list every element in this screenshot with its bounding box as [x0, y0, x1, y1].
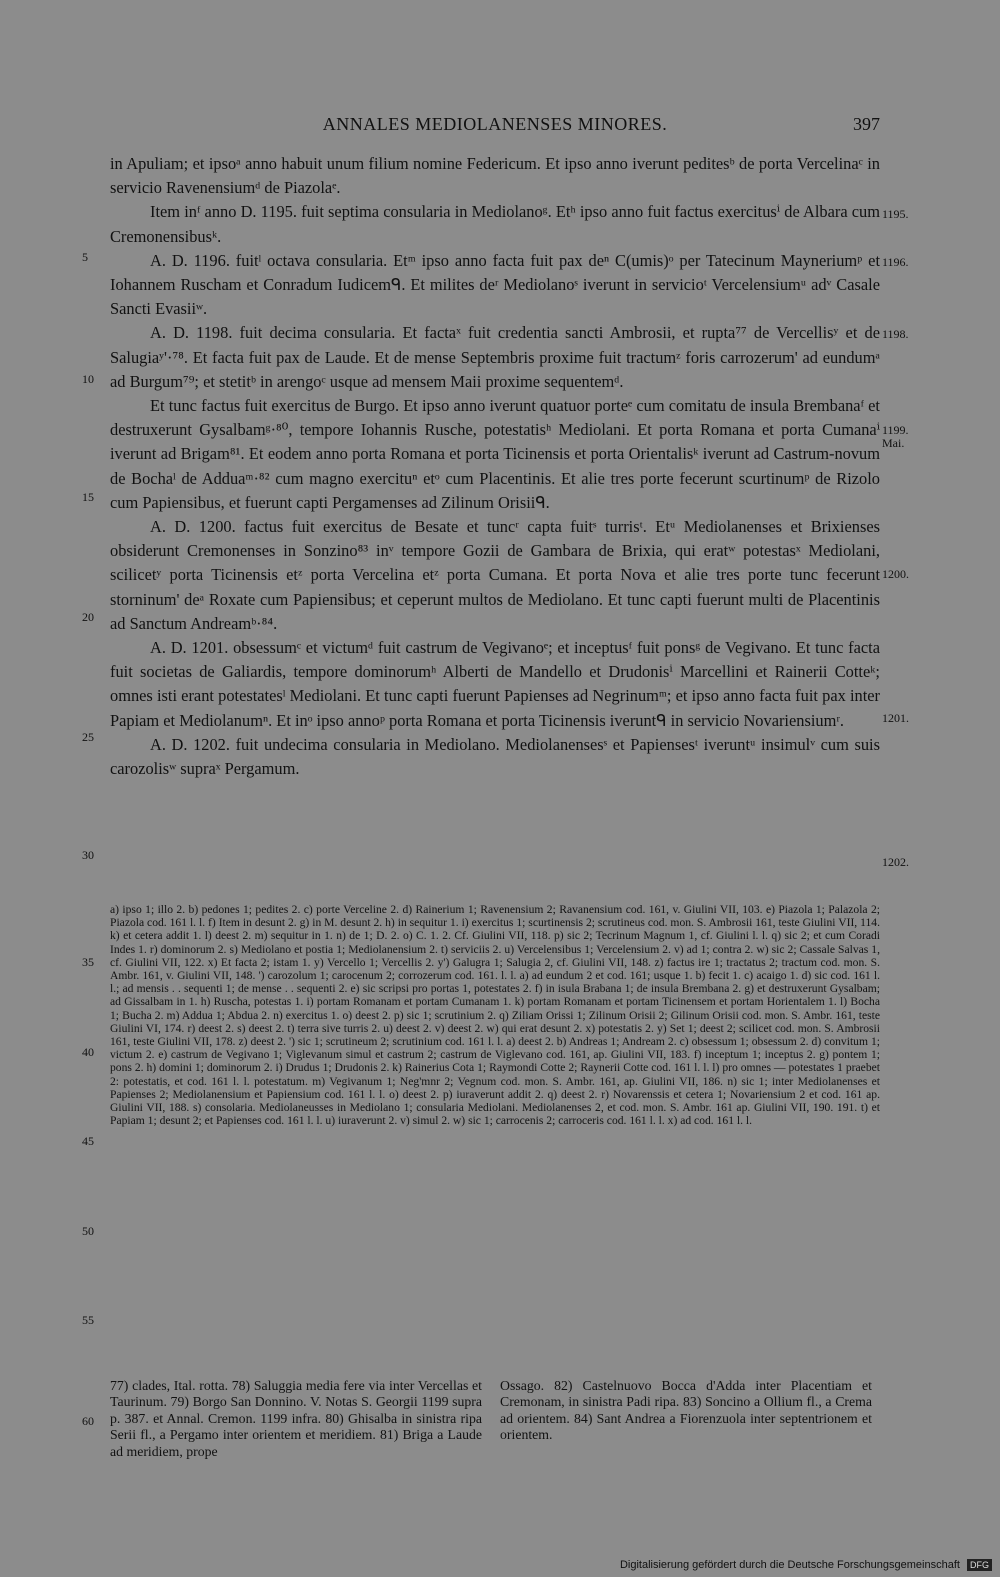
line-number: 15: [82, 490, 94, 504]
line-number: 30: [82, 848, 94, 862]
main-text: [110, 152, 880, 781]
line-number: 20: [82, 610, 94, 624]
line-number: 5: [82, 250, 88, 264]
dfg-logo: DFG: [967, 1559, 992, 1571]
apparatus-notes: a) ipso 1; illo 2. b) pedones 1; pedites 2. c) porte Verceline 2. d) Rainerium 1; Ravenensium 2; Ravanensium cod. 161, v. Giulini VII, 103. e) Piazola 1; Palazola 2; Piazola cod. 161 l. l. f) Item in desunt 2. g) in M. desunt 2. h) in sequitur 1. i) exercitus 1; scurtinensis 2; scrutineus cod. mon. S. Ambrosii 161, teste Giulini VII, 114. k) et cetera addit 1. l) deest 2. m) sequitur in 1. n) de 1; D. 2. o) C. 1. 2. Cf. Giulini VII, 118. p) sic 2; Tecrinum Magnum 1, cf. Giulini l. l. q) sic 2; et cum Coradi Indes 1. r) dominorum 2. s) Mediolano et postia 1; Mediolanensium 2. t) serviciis 2. u) Vercelensibus 1; Vercelensium 2. v) ad 1; contra 2. w) sic 2; Cassale Salvas 1, cf. Giulini VII, 122. x) Et facta 2; istam 1. y) Vercello 1; Vercellis 2. y') Galugra 1; Salugia 2, cf. Giulini VII, 148. z) factus ire 1; tractatus 2; tractum cod. mon. S. Ambr. 161, v. Giulini VII, 148. ') carozolum 1; carocenum 2; corrozerum cod. 161. l. l. a) ad eundum 2 et cod. 161; usque 1. b) fecit 1. c) acaigo 1. d) sic cod. 161 l. l.; ad mensis . . sequenti 1; de mense . . sequenti 2. e) sic scripsi pro portas 1, potestates 2. f) in isula Brabana 1; de insula Brembana 2. g) et destruxerunt Gysalbam; ad Gissalbam in 1. h) Ruscha, potestas 1. i) portam Romanam et portam Cumanam 1. k) portam Romanam et portam Ticinensem et portam Horientalem 1. l) Bocha 1; Bucha 2. m) Addua 1; Abdua 2. n) exercitus 1. o) deest 2. p) sic 1; scrutinium 2. q) Ziliam Orissi 1; Zilinum Orisii 2; Gilinum Orisii cod. mon. S. Ambr. 161, teste Giulini VI, 174. r) deest 2. s) deest 2. t) terra sive turris 2. u) deest 2. v) deest 2. w) qui erat desunt 2. x) potestatis 2. y) Set 1; deest 2; scilicet cod. mon. S. Ambrosii 161, teste Giulini VII, 178. z) deest 2. ') sic 1; scrutineum 2; scrutinium cod. 161 l. l. a) deest 2. b) Andreas 1; Andream 2. c) obsessum 1; obsessum 2. d) convitum 1; victum 2. e) castrum de Vegivano 1; Viglevanum simul et castrum 2; castrum de Viglevano cod. 161, ap. Giulini VII, 183. f) inceptum 1; inceptus 2. g) pontem 1; pons 2. h) domini 1; dominorum 2. i) Drudus 1; Drudonis 2. k) Rainerius Cota 1; Raymondi Cotte 2; Raynerii Cotte cod. 161 l. l. l) pro omnes — potestates 1 praebet 2: potestatis, et cod. 161 l. l. potestatum. m) Vegivanum 1; Neg'mnr 2; Vegnum cod. mon. S. Ambr. 161, ap. Giulini VII, 186. n) sic 1; inter Mediolanenses et Papienses 2; Mediolanensium et Papiensium cod. 161 l. l. o) deest 2. p) iuraverunt addit 2. q) deest 2. r) Novarenssis et cetera 1; Novariensium 2 et cod. 161 ap. Giulini VII, 188. s) consolaria. Mediolaneusses in Mediolano 1; consularia Mediolani. Mediolanenses 2, et cod. mon. S. Ambr. 161 ap. Giulini VII, 190. 191. t) et Papiam 1; desunt 2; et Papienses cod. 161 l. l. u) iuraverunt 2. v) simul 2. w) sic 1; carrocenis 2; carroceris cod. 161 l. l. x) ad cod. 161 l. l.: [110, 903, 880, 1128]
notes-left-text: 77) clades, Ital. rotta. 78) Saluggia media fere via inter Vercellas et Taurinum. 79) Borgo San Donnino. V. Notas S. Georgii 1199 supra p. 387. et Annal. Cremon. 1199 infra. 80) Ghisalba in sinistra ripa Serii fl., a Pergamo inter orientem et meridiem. 81) Briga a Laude ad meridiem, prope: [110, 1378, 482, 1459]
paragraph-1: in Apuliam; et ipsoᵃ anno habuit unum filium nomine Federicum. Et ipso anno iverunt peditesᵇ de porta Vercelinaᶜ in servicio Ravenensiumᵈ de Piazolaᵉ.: [110, 154, 880, 198]
margin-year: 1200.: [882, 567, 909, 581]
line-number: 35: [82, 955, 94, 969]
notes-column-left: [110, 1378, 482, 1460]
line-number: 40: [82, 1045, 94, 1059]
margin-year: 1202.: [882, 855, 909, 869]
paragraph-3: A. D. 1196. fuitˡ octava consularia. Etᵐ ipso anno facta fuit pax deⁿ C(umis)ᵒ per Tatecinum Mayneriumᵖ et Iohannem Ruscham et Conradum Iudicemᑫ. Et milites deʳ Mediolanoˢ iverunt in servicioᵗ Vercelensiumᵘ adᵛ Casale Sancti Evasiiʷ.: [110, 250, 880, 319]
line-number: 25: [82, 730, 94, 744]
running-header: [110, 112, 880, 138]
footer-text: Digitalisierung gefördert durch die Deutsche Forschungsgemeinschaft: [619, 1558, 960, 1571]
paragraph-2: Item inᶠ anno D. 1195. fuit septima consularia in Mediolanoᵍ. Etʰ ipso anno fuit factus exercitusⁱ de Albara cum Cremonensibusᵏ.: [110, 202, 880, 246]
margin-year: Mai.: [882, 436, 905, 450]
digitization-footer: [620, 1559, 992, 1571]
line-number: 60: [82, 1414, 94, 1428]
paragraph-6: A. D. 1200. factus fuit exercitus de Besate et tuncʳ capta fuitˢ turrisᵗ. Etᵘ Mediolanenses et Brixienses obsiderunt Cremonenses in Sonzino⁸³ inᵛ tempore Gozii de Gambara de Brixia, qui eratʷ potestasˣ Mediolani, scilicetʸ porta Ticinensis etᶻ porta Vercelina etᶻ porta Cumana. Et porta Nova et alie tres porte tunc fecerunt storninum' deᵃ Roxate cum Papiensibus; et ceperunt multos de Mediolano. Et tunc capti fuerunt multi de Placentinis ad Sanctum Andreamᵇ·⁸⁴.: [110, 517, 880, 633]
margin-year: 1199.: [882, 423, 909, 437]
margin-year: 1198.: [882, 327, 909, 341]
paragraph-4: A. D. 1198. fuit decima consularia. Et factaˣ fuit credentia sancti Ambrosii, et rupta⁷⁷ de Vercellisʸ et de Salugiaʸ'·⁷⁸. Et facta fuit pax de Laude. Et de mense Septembris proxime fuit tractumᶻ foris carrozerum' ad eundumᵃ ad Burgum⁷⁹; et stetitᵇ in arengoᶜ usque ad mensem Maii proxime sequentemᵈ.: [110, 323, 880, 391]
critical-apparatus: [110, 903, 880, 1127]
line-number: 45: [82, 1134, 94, 1148]
notes-right-text: Ossago. 82) Castelnuovo Bocca d'Adda inter Placentiam et Cremonam, in sinistra Padi ripa. 83) Soncino a Ollium fl., a Crema ad orientem. 84) Sant Andrea a Fiorenzuola inter septentrionem et orientem.: [500, 1378, 872, 1443]
notes-column-right: [500, 1378, 872, 1444]
paragraph-7: A. D. 1201. obsessumᶜ et victumᵈ fuit castrum de Vegivanoᵉ; et inceptusᶠ fuit ponsᵍ de Vegivano. Et tunc facta fuit societas de Galiardis, tempore dominorumʰ Alberti de Mandello et Drudonisⁱ Marcellini et Rainerii Cotteᵏ; omnes isti erant potestatesˡ Mediolani. Et tunc capti fuerunt Papienses ad Negrinumᵐ; et ipso anno facta fuit pax inter Papiam et Mediolanumⁿ. Et inᵒ ipso annoᵖ porta Romana et porta Ticinensis iveruntᑫ in servicio Novariensiumʳ.: [110, 638, 880, 730]
running-title: ANNALES MEDIOLANENSES MINORES.: [322, 114, 668, 134]
page-number: 397: [853, 114, 880, 134]
line-number: 10: [82, 372, 94, 386]
margin-year: 1195.: [882, 207, 909, 221]
margin-year: 1196.: [882, 255, 909, 269]
margin-year: 1201.: [882, 711, 909, 725]
line-number: 55: [82, 1313, 94, 1327]
paragraph-8: A. D. 1202. fuit undecima consularia in Mediolano. Mediolanensesˢ et Papiensesᵗ iveruntᵘ insimulᵛ cum suis carozolisʷ supraˣ Pergamum.: [110, 734, 880, 779]
line-number: 50: [82, 1224, 94, 1238]
paragraph-5: Et tunc factus fuit exercitus de Burgo. Et ipso anno iverunt quatuor porteᵉ cum comitatu de insula Brembanaᶠ et destruxerunt Gysalbamᵍ·⁸⁰, tempore Iohannis Rusche, potestatisʰ Mediolani. Et porta Romana et porta Cumanaⁱ iverunt ad Brigam⁸¹. Et eodem anno porta Romana et porta Ticinensis et porta Orientalisᵏ iverunt ad Castrum-novum de Bochaˡ de Adduaᵐ·⁸² cum magno exercituⁿ etᵒ cum Placentinis. Et alie tres porte fecerunt scurtinumᵖ de Rizolo cum Papiensibus, et fuerunt capti Pergamenses ad Zilinum Orisiiᑫ.: [110, 396, 880, 512]
